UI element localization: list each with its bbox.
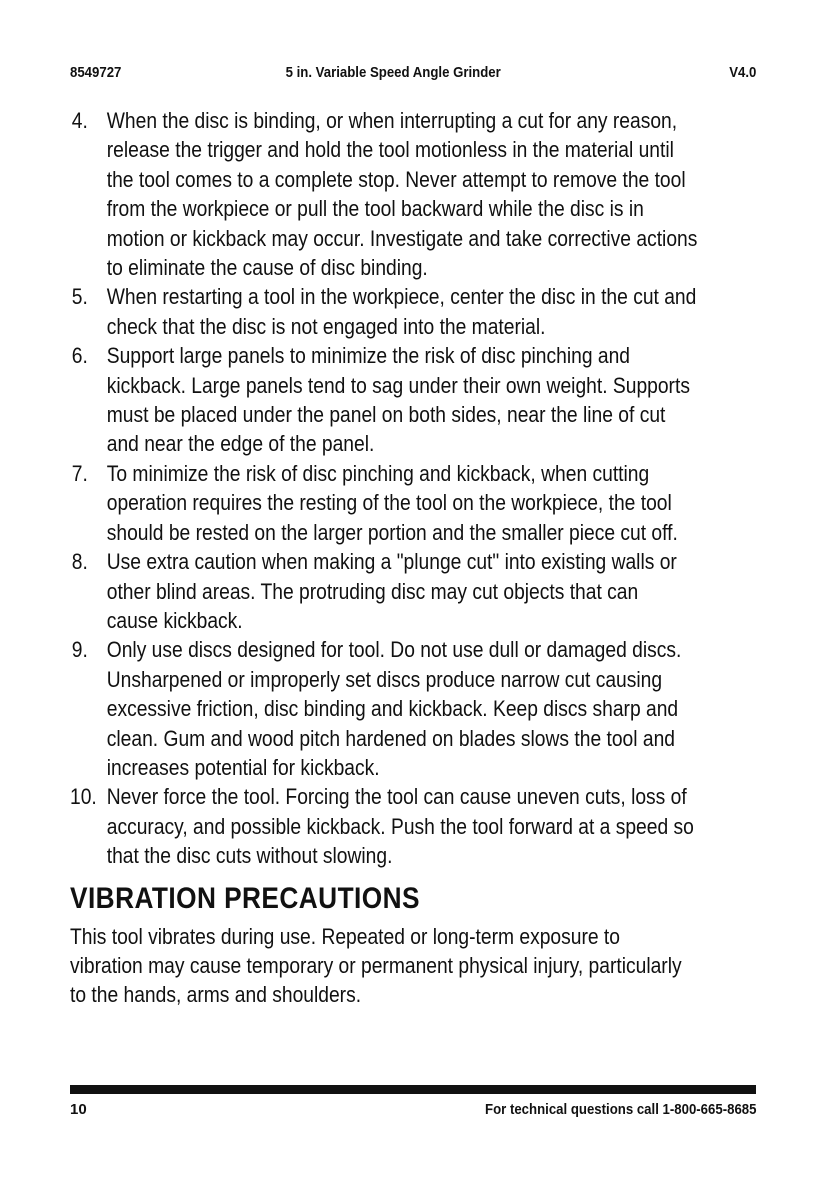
item-text-line: check that the disc is not engaged into the material. [106,313,546,339]
item-text-line: should be rested on the larger portion and the smaller piece cut off. [106,519,678,545]
item-text-line: increases potential for kickback. [106,754,380,780]
item-number-label: 4. [71,108,88,133]
item-text-line: Support large panels to minimize the risk of disc pinching and [106,343,630,369]
item-text-line: accuracy, and possible kickback. Push the tool forward at a speed so [106,813,694,839]
support-contact: For technical questions call 1-800-665-8685 [484,1101,756,1118]
item-text-line: release the trigger and hold the tool motionless in the material until [106,137,674,163]
list-item [70,459,753,547]
item-number-label: 7. [71,460,88,486]
paragraph-line: This tool vibrates during use. Repeated or long-term exposure to [70,923,620,949]
list-item [70,106,753,282]
document-title: 5 in. Variable Speed Angle Grinder [285,64,501,81]
version-label: V4.0 [729,64,757,81]
item-text-line: from the workpiece or pull the tool backward while the disc is in [106,196,644,222]
page-number: 10 [70,1101,87,1118]
item-text-line: motion or kickback may occur. Investigate and take corrective actions [106,225,698,251]
item-text-line: To minimize the risk of disc pinching and kickback, when cutting [106,460,650,486]
item-text-line: cause kickback. [106,607,243,633]
item-text-line: must be placed under the panel on both sides, near the line of cut [106,402,666,428]
item-text-line: clean. Gum and wood pitch hardened on blades slows the tool and [106,725,676,751]
item-text-line: other blind areas. The protruding disc may cut objects that can [106,578,639,604]
item-number: 8549727 [70,64,122,81]
paragraph-line: vibration may cause temporary or permanent physical injury, particularly [70,952,682,978]
item-text-line: that the disc cuts without slowing. [106,843,393,869]
item-text-line: Only use discs designed for tool. Do not use dull or damaged discs. [106,637,682,663]
list-item [70,635,753,782]
item-text-line: Use extra caution when making a "plunge cut" into existing walls or [106,549,677,575]
item-number-label: 6. [71,343,88,369]
safety-list [70,106,753,871]
page-content [70,106,840,1010]
section-heading: VIBRATION PRECAUTIONS [70,881,420,915]
list-item [70,341,753,459]
page-footer [70,1101,756,1123]
section-paragraph [70,922,753,1010]
item-text-line: When the disc is binding, or when interrupting a cut for any reason, [106,108,678,133]
item-number-label: 9. [71,637,88,663]
item-text-line: Never force the tool. Forcing the tool can cause uneven cuts, loss of [106,784,687,810]
item-text-line: Unsharpened or improperly set discs produce narrow cut causing [106,666,663,692]
item-number-label: 5. [71,284,88,310]
paragraph-line: to the hands, arms and shoulders. [70,982,362,1008]
item-number-label: 8. [71,549,88,575]
item-text-line: excessive friction, disc binding and kickback. Keep discs sharp and [106,696,679,722]
item-text-line: the tool comes to a complete stop. Never attempt to remove the tool [106,166,686,192]
item-text-line: When restarting a tool in the workpiece, center the disc in the cut and [106,284,697,310]
list-item [70,782,753,870]
item-text-line: to eliminate the cause of disc binding. [106,255,428,281]
page-header [70,64,756,88]
item-text-line: operation requires the resting of the tool on the workpiece, the tool [106,490,672,516]
footer-rule [70,1085,756,1094]
item-text-line: and near the edge of the panel. [106,431,375,457]
list-item [70,547,753,635]
item-text-line: kickback. Large panels tend to sag under their own weight. Supports [106,372,690,398]
list-item [70,282,753,341]
item-number-label: 10. [70,784,97,810]
